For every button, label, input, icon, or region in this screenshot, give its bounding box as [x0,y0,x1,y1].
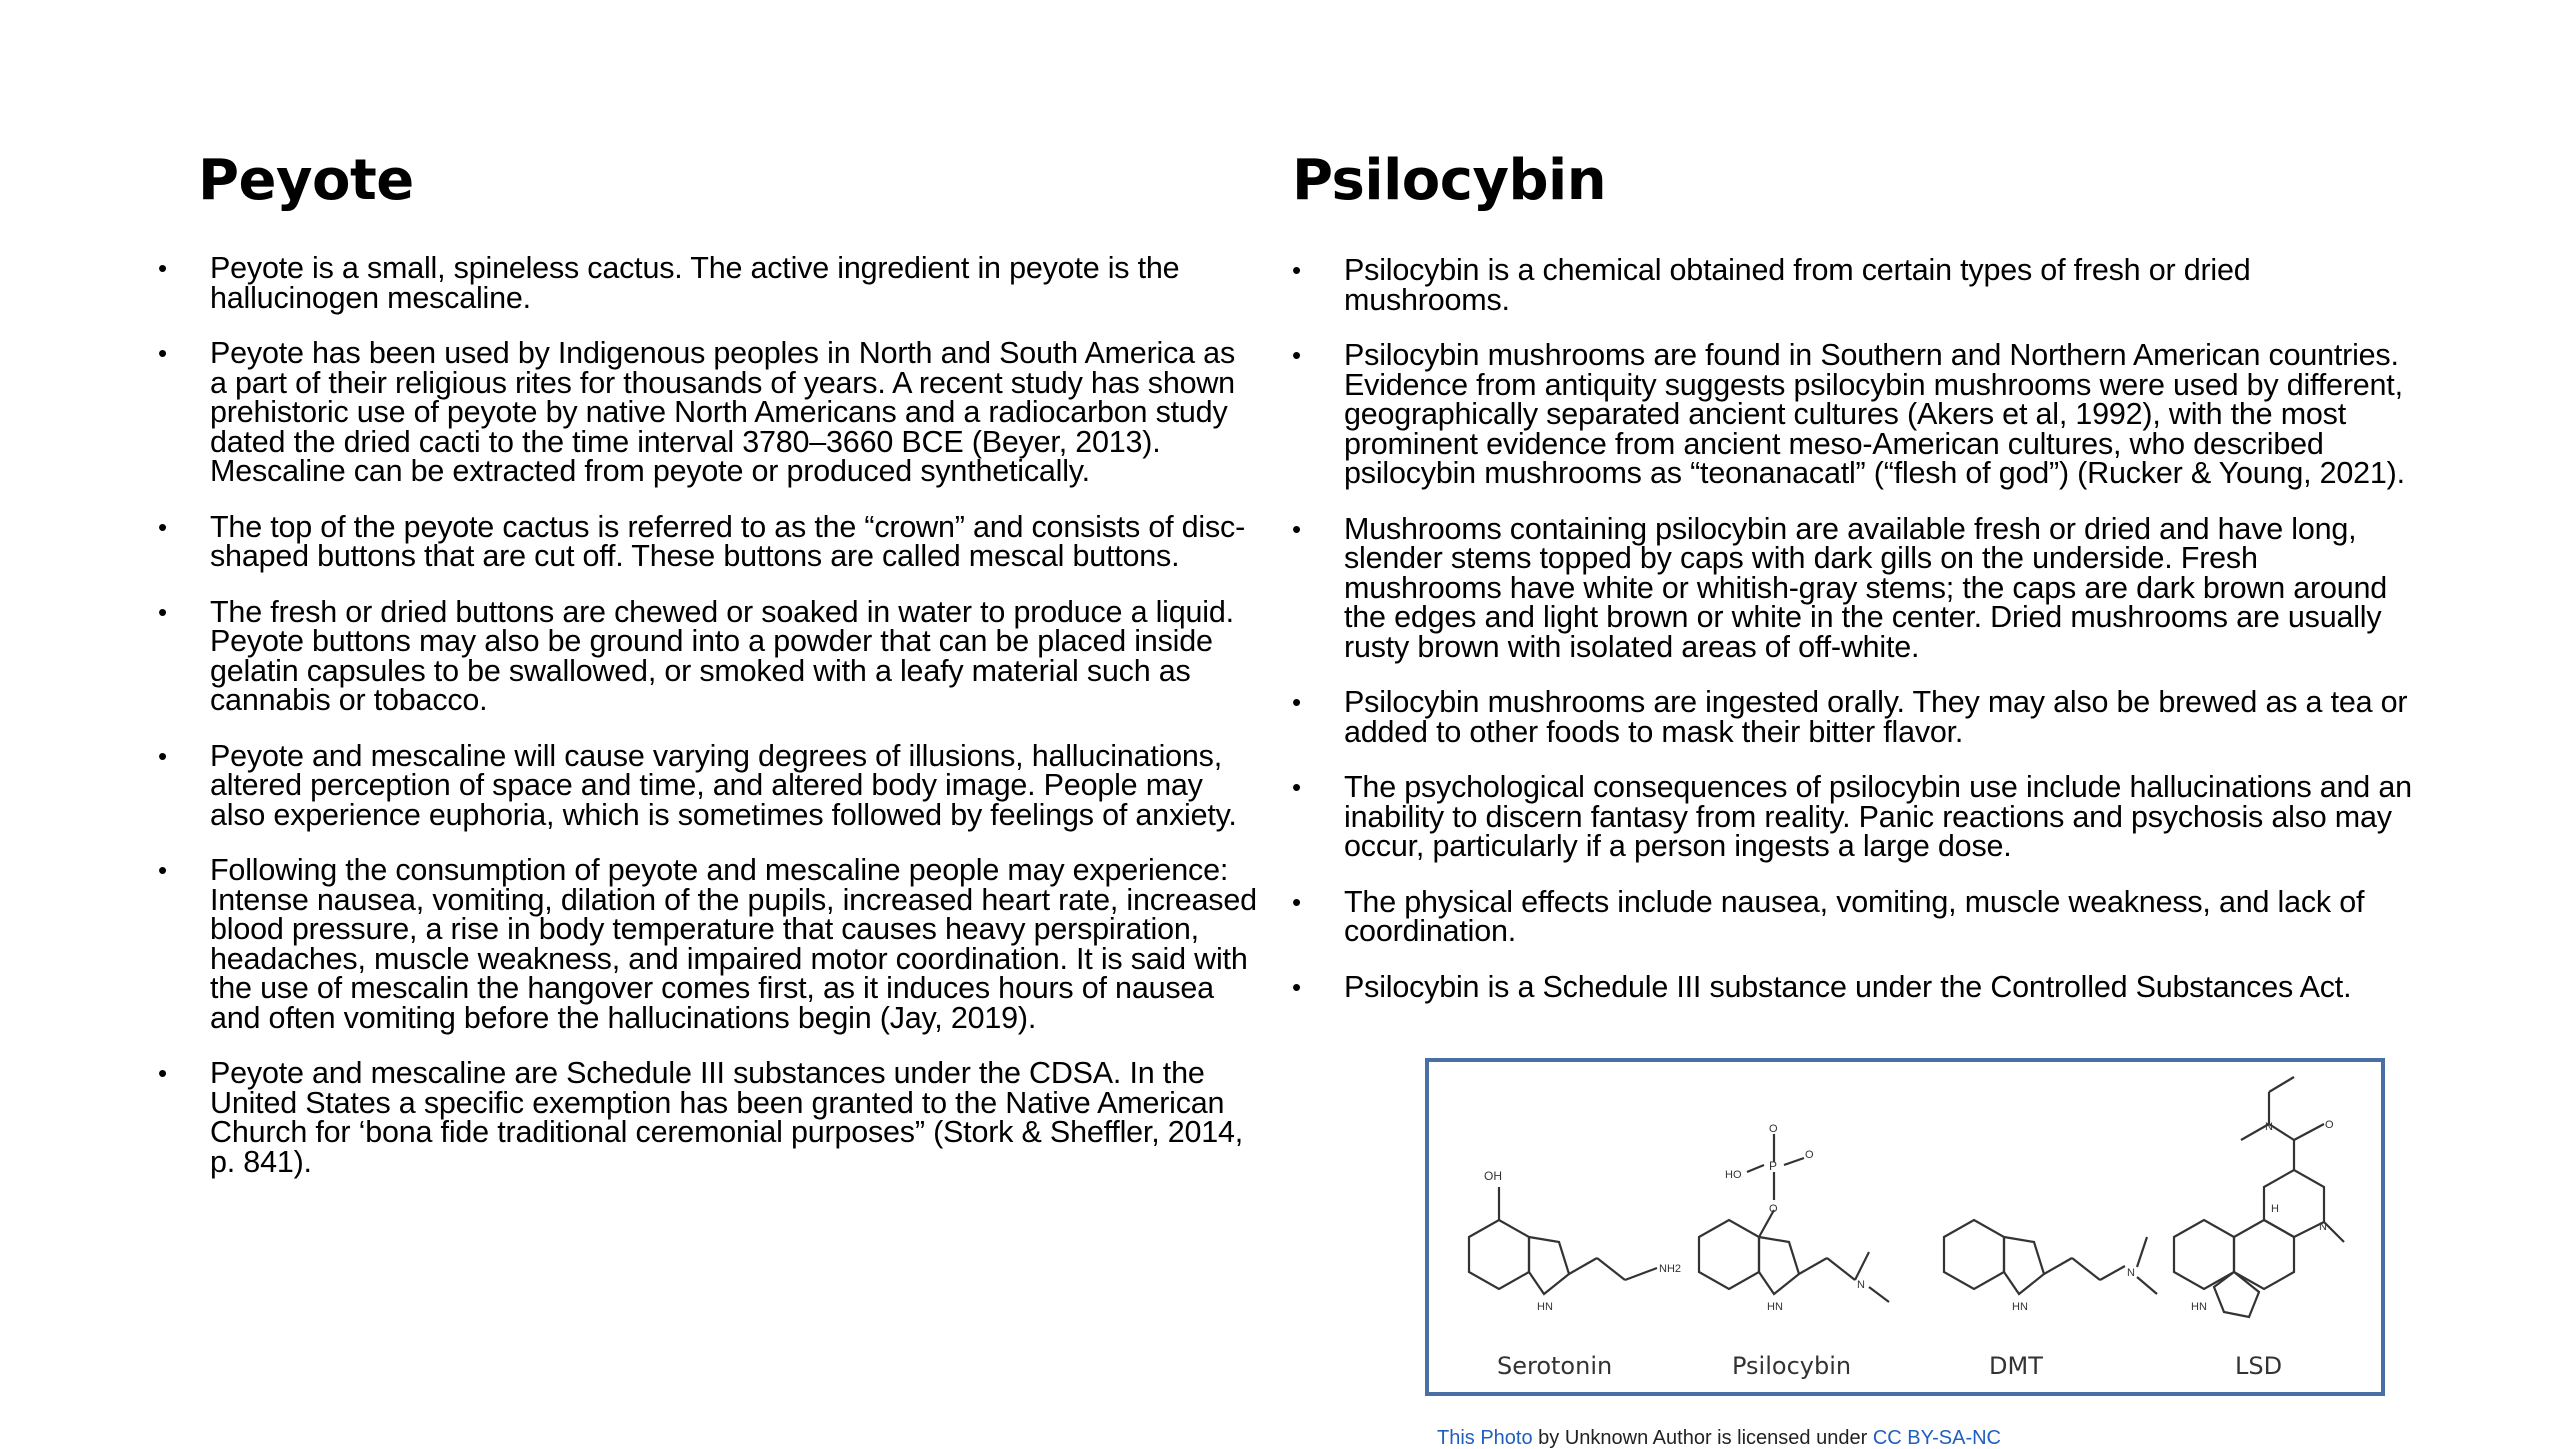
atom-label: HN [1767,1301,1783,1313]
serotonin-label: Serotonin [1497,1352,1613,1380]
dmt-label: DMT [1989,1352,2043,1380]
atom-label: O [2325,1119,2334,1131]
bullet-icon: • [1292,886,1301,917]
atom-label: N [1857,1279,1865,1291]
lsd-structure [2174,1077,2344,1317]
list-item: • The psychological consequences of psilocybin use include hallucinations and an inability to discern fantasy from reality. Panic reactions and psychosis also may occur, particularly if a person ingests a large dose. [1292,770,2412,863]
list-item: • Psilocybin is a Schedule III substance under the Controlled Substances Act. [1292,969,2352,1004]
psilocybin-structure [1699,1123,1889,1313]
molecule-structures [1429,1062,2381,1392]
atom-label: N [2127,1267,2135,1279]
list-item: • Following the consumption of peyote and mescaline people may experience: Intense nausea, vomiting, dilation of the pupils, increased heart rate, increased blood pressure, a rise in body temperature that causes heavy perspiration, headaches, muscle weakness, and impaired motor coordination. It is said with the use of mescalin the hangover comes first, as it induces hours of nausea and often vomiting before the hallucinations begin (Jay, 2019). [158,853,1257,1035]
atom-label: O [1805,1149,1814,1161]
list-item: • Peyote and mescaline will cause varying degrees of illusions, hallucinations, altered perception of space and time, and altered body image. People may also experience euphoria, which is sometimes followed by feelings of anxiety. [158,738,1237,832]
list-item: • Peyote is a small, spineless cactus. The active ingredient in peyote is the hallucinogen mescaline. [158,251,1180,315]
atom-label: HN [2191,1301,2207,1313]
atom-label: HN [2012,1301,2028,1313]
bullet-icon: • [1292,340,1301,370]
photo-attribution [1437,1428,2001,1448]
atom-label: HN [1537,1301,1553,1313]
bullet-icon: • [1292,687,1301,717]
lsd-label: LSD [2235,1352,2283,1380]
peyote-title: Peyote [198,148,414,213]
bullet-icon: • [158,253,167,283]
bullet-icon: • [158,338,167,368]
bullet-icon: • [1292,255,1301,285]
list-item: • The physical effects include nausea, vomiting, muscle weakness, and lack of coordination. [1292,884,2365,948]
atom-label: P [1769,1159,1778,1173]
list-item: • Psilocybin mushrooms are found in Southern and Northern American countries. Evidence from antiquity suggests psilocybin mushrooms were used by different, geographically separated ancient cultures (Akers et al, 1992), with the most prominent evidence from ancient meso-American cultures, who described psilocybin mushrooms as “teonanacatl” (“flesh of god”) (Rucker & Young, 2021). [1292,338,2405,490]
bullet-icon: • [1292,971,1301,1002]
photo-link[interactable]: This Photo [1437,1427,1533,1449]
atom-label: HO [1725,1169,1742,1181]
atom-label: N [2265,1121,2273,1133]
bullet-icon: • [1292,772,1301,802]
molecule-figure [1425,1058,2385,1396]
list-item: • Psilocybin is a chemical obtained from certain types of fresh or dried mushrooms. [1292,253,2251,317]
atom-label: O [1769,1203,1778,1215]
list-item: • The top of the peyote cactus is referred to as the “crown” and consists of disc-shaped buttons that are cut off. These buttons are called mescal buttons. [158,509,1246,573]
dmt-structure [1944,1220,2157,1313]
psilocybin-bullet-list [1292,253,2422,1028]
bullet-icon: • [1292,513,1301,544]
atom-label: N [2319,1221,2327,1233]
list-item: • Peyote has been used by Indigenous peoples in North and South America as a part of their religious rites for thousands of years. A recent study has shown prehistoric use of peyote by native North Americans and a radiocarbon study dated the dried cacti to the time interval 3780–3660 BCE (Beyer, 2013). Mescaline can be extracted from peyote or produced synthetically. [158,336,1235,488]
bullet-icon: • [158,1058,167,1088]
serotonin-structure [1469,1169,1681,1313]
atom-label: O [1769,1123,1778,1135]
bullet-icon: • [158,511,167,542]
list-item: • Peyote and mescaline are Schedule III substances under the CDSA. In the United States a specific exemption has been granted to the Native American Church for ‘bona fide traditional ceremonial purposes” (Stork & Sheffler, 2014, p. 841). [158,1056,1244,1179]
list-item: • Psilocybin mushrooms are ingested orally. They may also be brewed as a tea or added to other foods to mask their bitter flavor. [1292,685,2408,749]
list-item: • The fresh or dried buttons are chewed or soaked in water to produce a liquid. Peyote buttons may also be ground into a powder that can be placed inside gelatin capsules to be swallowed, or smoked with a leafy material such as cannabis or tobacco. [158,594,1234,717]
psilocybin-title: Psilocybin [1292,148,1607,213]
bullet-icon: • [158,740,167,771]
peyote-bullet-list [158,251,1258,1203]
psilocybin-label: Psilocybin [1732,1352,1852,1380]
list-item: • Mushrooms containing psilocybin are available fresh or dried and have long, slender stems topped by caps with dark gills on the underside. Fresh mushrooms have white or whitish-gray stems; the caps are dark brown around the edges and light brown or white in the center. Dried mushrooms are usually rusty brown with isolated areas of off-white. [1292,511,2388,664]
attribution-text: by Unknown Author is licensed under [1532,1427,1873,1449]
atom-label: NH2 [1659,1263,1682,1275]
bullet-icon: • [158,596,167,627]
atom-label: H [2271,1203,2279,1215]
atom-label: OH [1484,1169,1502,1183]
license-link[interactable]: CC BY-SA-NC [1872,1427,2001,1449]
bullet-icon: • [158,855,167,885]
